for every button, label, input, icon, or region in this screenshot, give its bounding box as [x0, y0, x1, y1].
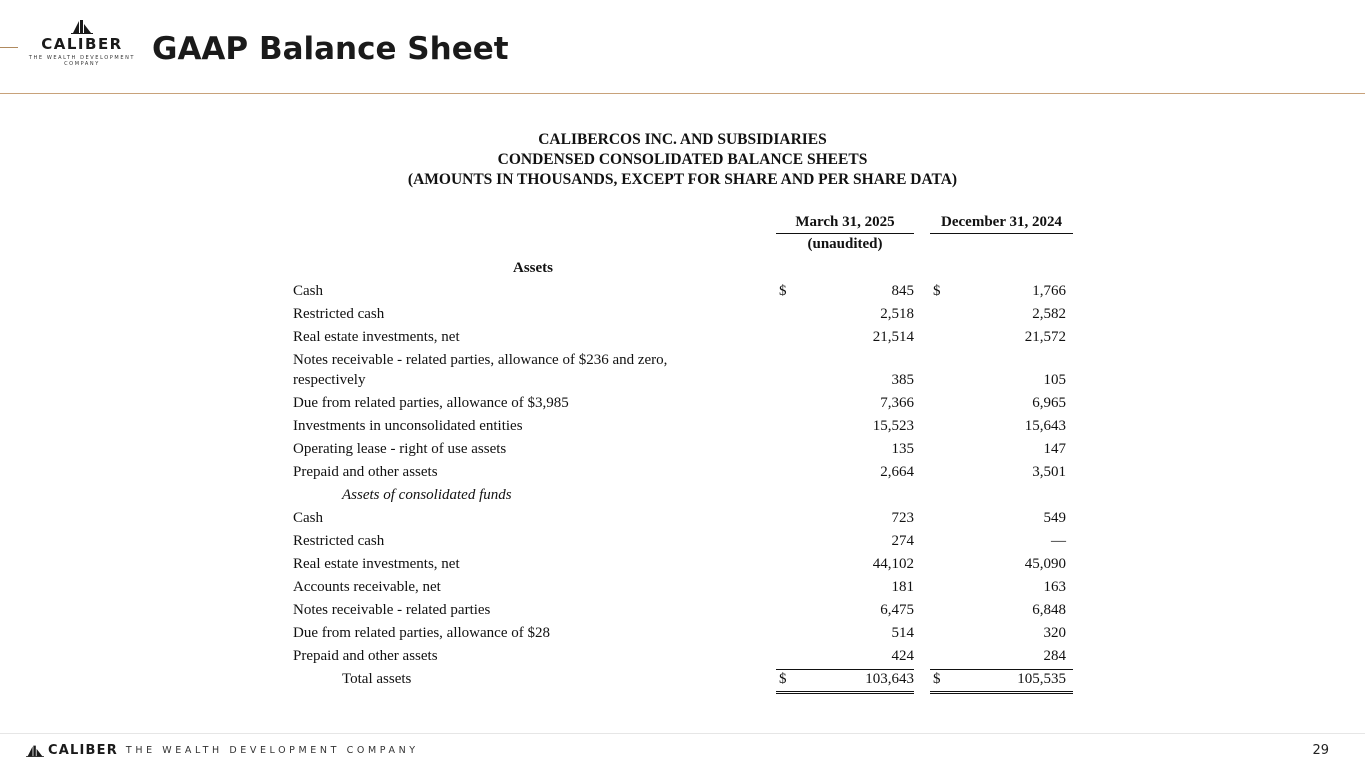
statement-heading-title: CONDENSED CONSOLIDATED BALANCE SHEETS — [497, 151, 868, 168]
value-march-2025: 514 — [891, 625, 914, 641]
value-december-2024: 284 — [1043, 648, 1066, 664]
row-label: Investments in unconsolidated entities — [293, 418, 523, 434]
value-december-2024: 45,090 — [1024, 556, 1066, 572]
row-label-line2: respectively — [293, 372, 366, 388]
section-heading-assets: Assets — [513, 260, 553, 276]
value-march-2025: 385 — [891, 372, 914, 388]
title-divider — [0, 93, 1365, 94]
currency-symbol: $ — [779, 671, 787, 687]
value-december-2024: 21,572 — [1024, 329, 1066, 345]
value-march-2025: 103,643 — [865, 671, 914, 687]
footer-wordmark: CALIBER — [48, 743, 118, 758]
table-row — [290, 327, 1080, 350]
value-march-2025: 2,518 — [880, 306, 914, 322]
footer-brand — [26, 743, 419, 758]
value-march-2025: 15,523 — [872, 418, 914, 434]
page-title: GAAP Balance Sheet — [152, 31, 509, 67]
value-december-2024: 147 — [1043, 441, 1066, 457]
value-december-2024: 3,501 — [1032, 464, 1066, 480]
currency-symbol: $ — [933, 671, 941, 687]
row-label: Accounts receivable, net — [293, 579, 441, 595]
value-december-2024: 6,965 — [1032, 395, 1066, 411]
value-december-2024: 105,535 — [1017, 671, 1066, 687]
balance-sheet-rows — [290, 281, 1080, 692]
row-label-line1: Notes receivable - related parties, allowance of $236 and zero, — [293, 352, 668, 368]
row-label — [293, 350, 733, 390]
value-december-2024: 549 — [1043, 510, 1066, 526]
table-row — [290, 554, 1080, 577]
table-row — [290, 623, 1080, 646]
statement-heading-company: CALIBERCOS INC. AND SUBSIDIARIES — [538, 131, 827, 148]
total-row — [290, 669, 1080, 692]
row-label: Prepaid and other assets — [293, 648, 438, 664]
column-header-march-2025: March 31, 2025 — [776, 214, 914, 234]
value-december-2024: 1,766 — [1032, 283, 1066, 299]
table-row — [290, 600, 1080, 623]
currency-symbol: $ — [779, 283, 787, 299]
value-march-2025: 274 — [891, 533, 914, 549]
table-row — [290, 350, 1080, 393]
value-march-2025: 7,366 — [880, 395, 914, 411]
value-december-2024: 2,582 — [1032, 306, 1066, 322]
table-row — [290, 304, 1080, 327]
table-row — [290, 577, 1080, 600]
caliber-logo-icon — [71, 18, 93, 34]
row-label: Total assets — [342, 671, 412, 687]
value-march-2025: 845 — [891, 283, 914, 299]
value-march-2025: 21,514 — [872, 329, 914, 345]
row-label: Cash — [293, 283, 323, 299]
value-december-2024: 163 — [1043, 579, 1066, 595]
table-row — [290, 416, 1080, 439]
logo-wordmark: CALIBER — [41, 35, 123, 53]
caliber-logo-icon — [26, 744, 44, 757]
table-row — [290, 462, 1080, 485]
value-march-2025: 135 — [891, 441, 914, 457]
value-march-2025: 2,664 — [880, 464, 914, 480]
value-december-2024: 105 — [1043, 372, 1066, 388]
row-label: Restricted cash — [293, 306, 385, 322]
statement-heading-units: (AMOUNTS IN THOUSANDS, EXCEPT FOR SHARE AND PER SHARE DATA) — [407, 171, 958, 188]
caliber-logo — [24, 18, 140, 67]
value-march-2025: 44,102 — [872, 556, 914, 572]
row-label: Due from related parties, allowance of $3,985 — [293, 395, 569, 411]
value-march-2025: 424 — [891, 648, 914, 664]
row-label: Due from related parties, allowance of $28 — [293, 625, 550, 641]
value-march-2025: 6,475 — [880, 602, 914, 618]
table-row — [290, 646, 1080, 669]
value-march-2025: 181 — [891, 579, 914, 595]
table-row — [290, 393, 1080, 416]
table-row — [290, 281, 1080, 304]
table-row — [290, 439, 1080, 462]
logo-tagline: THE WEALTH DEVELOPMENT COMPANY — [28, 55, 136, 67]
column-header-december-2024: December 31, 2024 — [930, 214, 1073, 234]
value-december-2024: 6,848 — [1032, 602, 1066, 618]
value-december-2024: 320 — [1043, 625, 1066, 641]
header-accent-line — [0, 47, 18, 48]
currency-symbol: $ — [933, 283, 941, 299]
subsection-label: Assets of consolidated funds — [342, 487, 512, 503]
table-row — [290, 508, 1080, 531]
column-note-unaudited: (unaudited) — [807, 236, 883, 252]
table-row — [290, 531, 1080, 554]
value-march-2025: 723 — [891, 510, 914, 526]
footer-tagline: THE WEALTH DEVELOPMENT COMPANY — [125, 745, 419, 756]
row-label: Cash — [293, 510, 323, 526]
balance-sheet — [290, 130, 1080, 687]
subsection-row — [290, 485, 1080, 508]
page-number: 29 — [1312, 743, 1329, 758]
value-december-2024: — — [1051, 533, 1066, 549]
row-label: Restricted cash — [293, 533, 385, 549]
value-december-2024: 15,643 — [1024, 418, 1066, 434]
row-label: Prepaid and other assets — [293, 464, 438, 480]
row-label: Real estate investments, net — [293, 329, 460, 345]
row-label: Operating lease - right of use assets — [293, 441, 507, 457]
row-label: Notes receivable - related parties — [293, 602, 491, 618]
footer-divider — [0, 733, 1365, 734]
row-label: Real estate investments, net — [293, 556, 460, 572]
